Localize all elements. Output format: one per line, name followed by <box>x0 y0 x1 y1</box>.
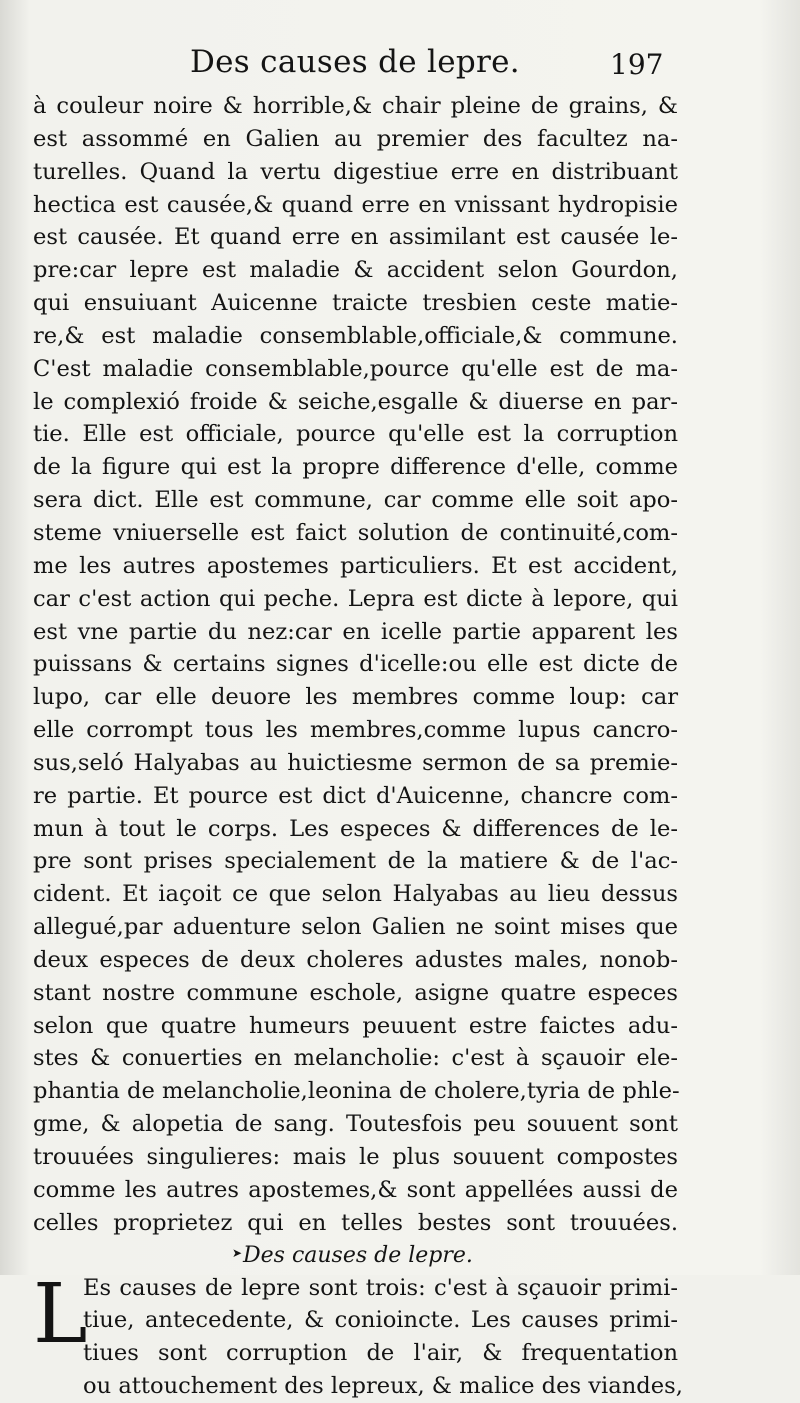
text-line: comme les autres apostemes,& sont appellées aussi de <box>33 1176 678 1203</box>
text-line: est causée. Et quand erre en assimilant est causée le- <box>33 224 678 251</box>
text-line: gme, & alopetia de sang. Toutesfois peu souuent sont <box>33 1111 678 1138</box>
text-line: trouuées singulieres: mais le plus souuent compostes <box>33 1144 678 1170</box>
text-line: ou attouchement des lepreux, & malice des viandes, <box>83 1373 683 1400</box>
text-line: pre sont prises specialement de la matiere & de l'ac- <box>33 848 678 875</box>
text-line: deux especes de deux choleres adustes males, nonob- <box>33 946 678 973</box>
text-line: celles proprietez qui en telles bestes sont trouuées. <box>33 1209 678 1236</box>
section-heading: Des causes de lepre. <box>243 1242 473 1268</box>
text-line: turelles. Quand la vertu digestiue erre en distribuant <box>33 158 678 185</box>
text-line: Es causes de lepre sont trois: c'est à sçauoir primi- <box>83 1274 678 1301</box>
text-line: tie. Elle est officiale, pource qu'elle est la corruption <box>33 421 678 448</box>
text-line: lupo, car elle deuore les membres comme loup: car <box>33 684 678 711</box>
text-line: re,& est maladie consemblable,officiale,& commune. <box>33 322 678 349</box>
text-line: sera dict. Elle est commune, car comme elle soit apo- <box>33 487 678 514</box>
drop-cap: L <box>33 1266 88 1362</box>
text-line: cident. Et iaçoit ce que selon Halyabas au lieu dessus <box>33 881 678 908</box>
text-line: qui ensuiuant Auicenne traicte tresbien ceste matie- <box>33 290 678 317</box>
section-paragraph <box>33 1266 683 1403</box>
text-line: sus,seló Halyabas au huictiesme sermon de sa premie- <box>33 749 678 776</box>
paragraph <box>33 90 678 1240</box>
page-header <box>0 44 800 94</box>
text-line: puissans & certains signes d'icelle:ou elle est dicte de <box>33 651 678 678</box>
text-line: car c'est action qui peche. Lepra est dicte à lepore, qui <box>33 585 678 612</box>
text-line: le complexió froide & seiche,esgalle & diuerse en par- <box>33 388 678 415</box>
text-line: mun à tout le corps. Les especes & differences de le- <box>33 815 678 842</box>
text-line: steme vniuerselle est faict solution de continuité,com- <box>33 519 678 546</box>
text-block <box>33 90 683 1403</box>
text-line: tiue, antecedente, & conioincte. Les causes primi- <box>83 1307 678 1334</box>
text-line: pre:car lepre est maladie & accident selon Gourdon, <box>33 257 678 284</box>
text-line: selon que quatre humeurs peuuent estre faictes adu- <box>33 1012 678 1039</box>
text-line: phantia de melancholie,leonina de cholere,tyria de phle- <box>33 1078 680 1105</box>
text-line: C'est maladie consemblable,pource qu'elle est de ma- <box>33 355 678 382</box>
text-line: me les autres apostemes particuliers. Et est accident, <box>33 552 678 579</box>
text-line: stes & conuerties en melancholie: c'est à sçauoir ele- <box>33 1045 678 1072</box>
text-line: à couleur noire & horrible,& chair pleine de grains, & <box>33 93 678 119</box>
text-line: est assommé en Galien au premier des facultez na- <box>33 125 678 152</box>
page-number: 197 <box>610 48 664 81</box>
text-line: allegué,par aduenture selon Galien ne soint mises que <box>33 914 678 941</box>
running-title: Des causes de lepre. <box>190 44 520 80</box>
text-line: de la figure qui est la propre difference d'elle, comme <box>33 454 678 481</box>
text-line: re partie. Et pource est dict d'Auicenne, chancre com- <box>33 782 678 809</box>
text-line: stant nostre commune eschole, asigne quatre especes <box>33 979 678 1006</box>
printer-mark-icon: ➤ <box>232 1246 243 1260</box>
section-lines <box>33 1266 683 1403</box>
text-line: hectica est causée,& quand erre en vnissant hydropisie <box>33 191 678 218</box>
text-line: est vne partie du nez:car en icelle partie apparent les <box>33 618 678 645</box>
text-line: elle corrompt tous les membres,comme lupus cancro- <box>33 717 678 744</box>
text-line: tiues sont corruption de l'air, & frequentation <box>83 1340 678 1367</box>
